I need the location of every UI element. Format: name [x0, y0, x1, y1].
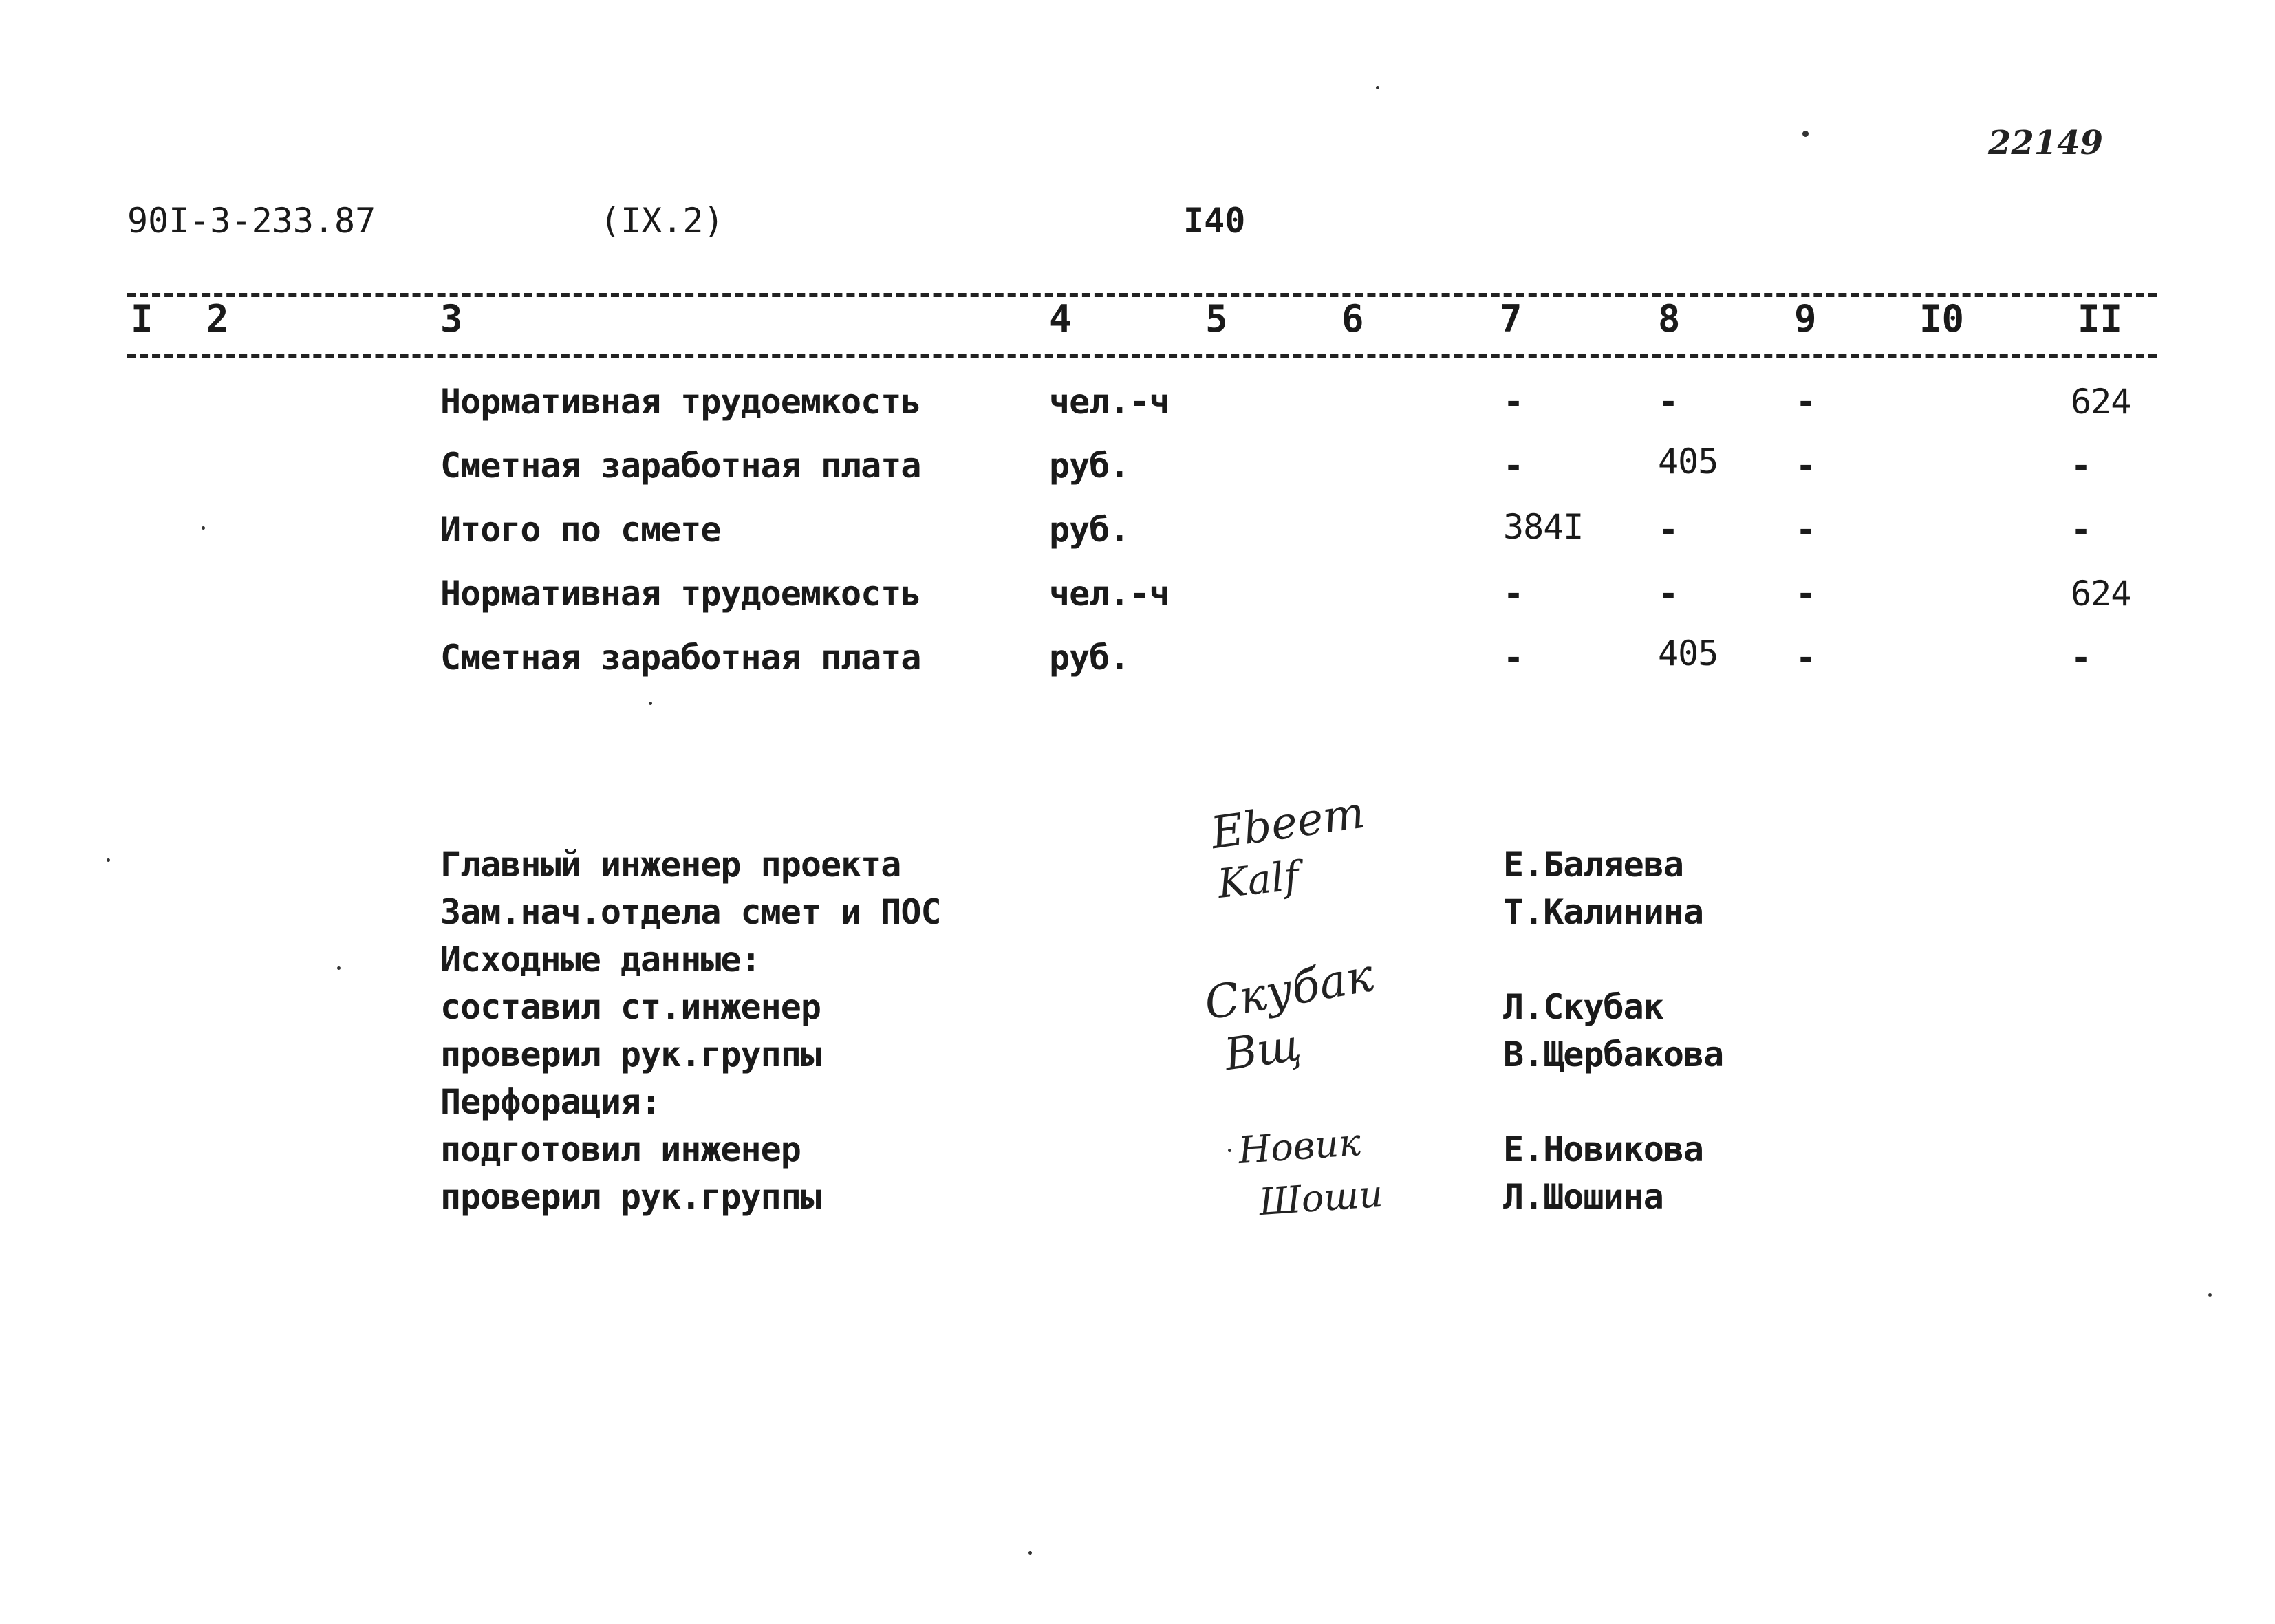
scan-speck	[107, 858, 110, 862]
signature-role: проверил рук.группы	[440, 1035, 821, 1074]
row-col8: 405	[1658, 442, 1718, 481]
handwritten-reference: 22149	[1988, 124, 2103, 162]
page-number: I40	[1183, 201, 1246, 241]
row-unit: чел.-ч	[1049, 574, 1169, 614]
row-name: Нормативная трудоемкость	[440, 382, 921, 422]
row-col11: -	[2071, 638, 2091, 678]
row-col11: 624	[2071, 382, 2131, 422]
scan-speck	[2208, 1293, 2212, 1297]
column-number-9: 9	[1794, 297, 1817, 340]
signer-name: В.Щербакова	[1503, 1035, 1724, 1074]
column-number-7: 7	[1500, 297, 1522, 340]
row-col9: -	[1796, 382, 1816, 422]
handwritten-signature: Вщ	[1221, 1019, 1304, 1081]
row-col11: -	[2071, 510, 2091, 550]
row-name: Итого по смете	[440, 510, 721, 550]
row-col7: -	[1503, 446, 1524, 486]
section-label: Исходные данные:	[440, 940, 761, 979]
row-col7: -	[1503, 574, 1524, 614]
column-number-6: 6	[1341, 297, 1364, 340]
handwritten-signature: Шоши	[1258, 1171, 1385, 1224]
signature-role: Зам.нач.отдела смет и ПОС	[440, 892, 941, 932]
scan-speck	[1228, 1149, 1231, 1152]
column-number-3: 3	[440, 297, 463, 340]
row-unit: руб.	[1049, 510, 1130, 550]
document-code: 90I-3-233.87	[127, 201, 376, 241]
handwritten-signature: Скубак	[1200, 949, 1378, 1030]
scan-speck	[649, 702, 652, 705]
signer-name: Е.Баляева	[1503, 845, 1683, 885]
handwritten-signature: Новик	[1237, 1120, 1363, 1173]
row-unit: руб.	[1049, 638, 1130, 678]
row-name: Нормативная трудоемкость	[440, 574, 921, 614]
row-name: Сметная заработная плата	[440, 446, 921, 486]
column-number-5: 5	[1205, 297, 1228, 340]
signer-name: Т.Калинина	[1503, 892, 1704, 932]
signature-role: составил ст.инженер	[440, 987, 821, 1027]
row-col9: -	[1796, 574, 1816, 614]
column-number-1: I	[131, 297, 153, 340]
signature-role: Главный инженер проекта	[440, 845, 901, 885]
table-header-rule	[127, 354, 2157, 358]
handwritten-signature: Kalf	[1215, 852, 1302, 907]
row-col11: -	[2071, 446, 2091, 486]
column-number-8: 8	[1658, 297, 1681, 340]
column-number-10: I0	[1919, 297, 1965, 340]
row-col8: -	[1658, 510, 1679, 550]
row-col8: -	[1658, 574, 1679, 614]
scan-speck	[202, 526, 205, 530]
column-number-4: 4	[1049, 297, 1072, 340]
row-col9: -	[1796, 446, 1816, 486]
handwritten-signature: Ebeem	[1207, 787, 1368, 860]
row-col8: 405	[1658, 634, 1718, 673]
row-col9: -	[1796, 510, 1816, 550]
row-col9: -	[1796, 638, 1816, 678]
table-top-rule	[127, 293, 2157, 297]
row-col11: 624	[2071, 574, 2131, 614]
row-name: Сметная заработная плата	[440, 638, 921, 678]
column-number-11: II	[2078, 297, 2123, 340]
signature-role: проверил рук.группы	[440, 1177, 821, 1217]
section-label: Перфорация:	[440, 1082, 661, 1122]
column-number-2: 2	[206, 297, 229, 340]
signer-name: Л.Скубак	[1503, 987, 1663, 1027]
row-col7: -	[1503, 638, 1524, 678]
signer-name: Е.Новикова	[1503, 1129, 1704, 1169]
row-unit: руб.	[1049, 446, 1130, 486]
row-col7: -	[1503, 382, 1524, 422]
signer-name: Л.Шошина	[1503, 1177, 1663, 1217]
section-code: (IX.2)	[600, 201, 724, 241]
scan-speck	[337, 966, 341, 970]
signature-role: подготовил инженер	[440, 1129, 801, 1169]
row-col8: -	[1658, 382, 1679, 422]
row-unit: чел.-ч	[1049, 382, 1169, 422]
scan-speck	[1028, 1551, 1032, 1555]
row-col7: 384I	[1503, 507, 1584, 547]
scan-speck	[1802, 131, 1809, 137]
scan-speck	[1376, 86, 1379, 89]
